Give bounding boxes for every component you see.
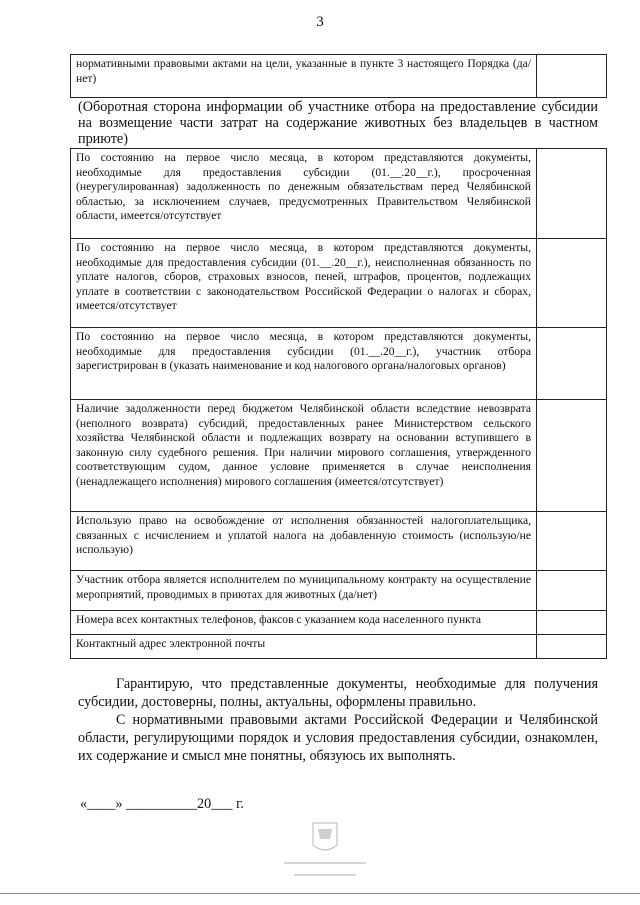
- table-row: [71, 512, 607, 571]
- row-label: Использую право на освобождение от исполнения обязанностей налогоплательщика, связанных с исчислением и уплатой налога на добавленную стоимость (использую/не использую): [71, 512, 537, 571]
- table-row: [71, 328, 607, 400]
- row-label: Номера всех контактных телефонов, факсов с указанием кода населенного пункта: [71, 611, 537, 635]
- answer-cell[interactable]: [537, 571, 607, 611]
- info-table-continued: [70, 54, 607, 98]
- table-row: [71, 55, 607, 98]
- guarantee-paragraph: Гарантирую, что представленные документы, необходимые для получения субсидии, достоверны, полны, актуальны, оформлены правильно.: [78, 676, 598, 710]
- answer-cell[interactable]: [537, 635, 607, 659]
- row-label: Участник отбора является исполнителем по муниципальному контракту на осуществление мероприятий, проводимых в приютах для животных (да/нет): [71, 571, 537, 611]
- row-label: нормативными правовыми актами на цели, указанные в пункте 3 настоящего Порядка (да/нет): [71, 55, 537, 98]
- row-label: По состоянию на первое число месяца, в котором представляются документы, необходимые для предоставления субсидии (01.__.20__г.), неисполненная обязанность по уплате налогов, сборов, страховых взносов, пеней, штрафов, процентов, подлежащих уплате в соответствии с законодательством Российской Федерации о налогах и сборах, имеется/отсутствует: [71, 239, 537, 328]
- answer-cell[interactable]: [537, 400, 607, 512]
- table-row: [71, 400, 607, 512]
- row-label: Контактный адрес электронной почты: [71, 635, 537, 659]
- row-label: По состоянию на первое число месяца, в котором представляются документы, необходимые для предоставления субсидии (01.__.20__г.), участник отбора зарегистрирован в (указать наименование и код налогового органа/налоговых органов): [71, 328, 537, 400]
- table-row: [71, 239, 607, 328]
- row-label: Наличие задолженности перед бюджетом Челябинской области вследствие невозврата (неполного возврата) субсидий, предоставленных ранее Министерством сельского хозяйства Челябинской области и подлежащих возврату на основании вступившего в законную силу судебного решения. При наличии мирового соглашения, утвержденного соответствующим судом, данное условие применяется в случае неисполнения (ненадлежащего исполнения) мирового соглашения (имеется/отсутствует): [71, 400, 537, 512]
- emblem-watermark: [270, 815, 380, 890]
- answer-cell[interactable]: [537, 239, 607, 328]
- date-line: «____» __________20___ г.: [80, 796, 244, 812]
- table-row: [71, 635, 607, 659]
- acknowledgement-paragraph: С нормативными правовыми актами Российской Федерации и Челябинской области, регулирующими порядок и условия предоставления субсидии, ознакомлен, их содержание и смысл мне понятны, обязуюсь их выполнять.: [78, 712, 598, 764]
- bottom-rule: [0, 893, 640, 894]
- answer-cell[interactable]: [537, 328, 607, 400]
- page-number: 3: [316, 14, 324, 30]
- row-label: По состоянию на первое число месяца, в котором представляются документы, необходимые для предоставления субсидии (01.__.20__г.), просроченная (неурегулированная) задолженность по денежным обязательствам перед Челябинской областью, за исключением случаев, предусмотренных Правительством Челябинской области, имеется/отсутствует: [71, 149, 537, 239]
- section-heading: (Оборотная сторона информации об участнике отбора на предоставление субсидии на возмещение части затрат на содержание животных без владельцев в частном приюте): [78, 99, 598, 147]
- participant-info-table: [70, 148, 607, 659]
- answer-cell[interactable]: [537, 149, 607, 239]
- table-row: [71, 149, 607, 239]
- answer-cell[interactable]: [537, 512, 607, 571]
- answer-cell[interactable]: [537, 611, 607, 635]
- answer-cell[interactable]: [537, 55, 607, 98]
- table-row: [71, 611, 607, 635]
- table-row: [71, 571, 607, 611]
